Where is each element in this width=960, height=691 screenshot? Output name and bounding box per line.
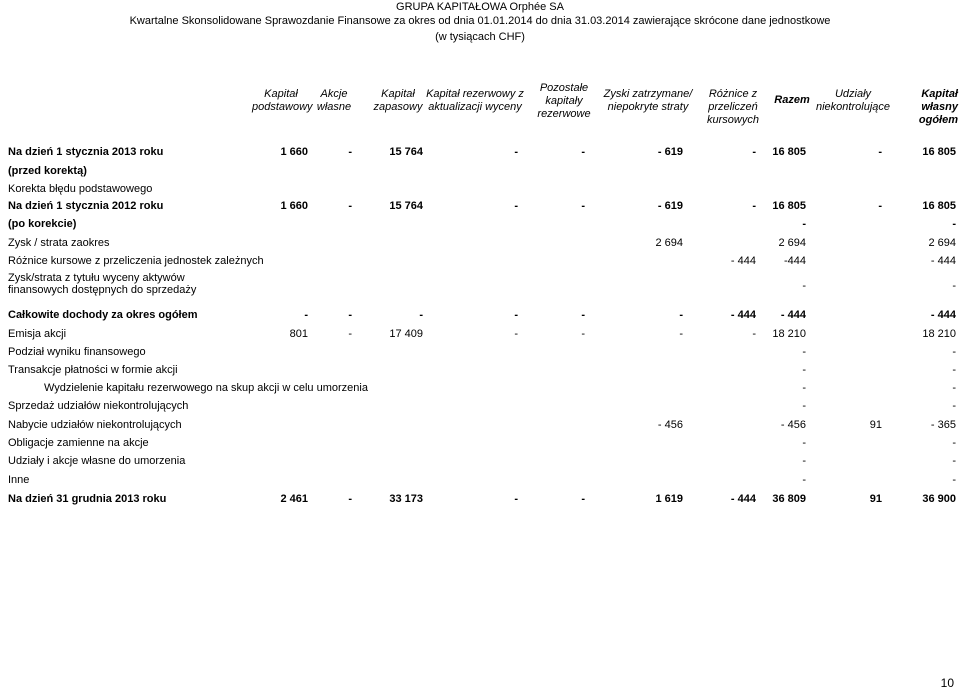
cell-value: - (348, 493, 352, 505)
cell-value: - (514, 146, 518, 158)
cell-value: - (514, 200, 518, 212)
column-header: Pozostałe kapitały rezerwowe (537, 82, 591, 120)
cell-value: 2 461 (280, 493, 308, 505)
cell-value: - (802, 382, 806, 394)
column-header: Kapitał podstawowy (252, 88, 313, 113)
row-label: Na dzień 1 stycznia 2012 roku (8, 200, 164, 212)
cell-value: - (419, 309, 423, 321)
cell-value: - (581, 328, 585, 340)
cell-value: - (752, 200, 756, 212)
row-label: Podział wyniku finansowego (8, 346, 146, 358)
cell-value: 1 660 (280, 146, 308, 158)
cell-value: 15 764 (389, 200, 423, 212)
cell-value: - (679, 309, 683, 321)
report-title: Kwartalne Skonsolidowane Sprawozdanie Finansowe za okres od dnia 01.01.2014 do dnia 31.03.2014 zawierające skrócone dane jednostkowe (129, 15, 831, 27)
row-label: Na dzień 1 stycznia 2013 roku (8, 146, 164, 158)
table-row (8, 326, 958, 342)
table-row (8, 435, 958, 451)
table-row (8, 163, 958, 179)
column-header: Udziały niekontrolujące (816, 88, 890, 113)
cell-value: 801 (289, 328, 308, 340)
cell-value: - (348, 200, 352, 212)
row-label: Transakcje płatności w formie akcji (8, 364, 178, 376)
cell-value: 91 (869, 419, 882, 431)
row-label: Różnice kursowe z przeliczenia jednostek zależnych (8, 255, 264, 267)
cell-value: 33 173 (389, 493, 423, 505)
table-row (8, 344, 958, 360)
row-label: Zysk / strata zaokres (8, 237, 110, 249)
cell-value: - (752, 328, 756, 340)
cell-value: 2 694 (928, 237, 956, 249)
cell-value: - (802, 218, 806, 230)
table-row (8, 491, 958, 507)
cell-value: - 444 (930, 255, 956, 267)
cell-value: 17 409 (389, 328, 423, 340)
cell-value: 1 619 (655, 493, 683, 505)
cell-value: - 444 (780, 309, 806, 321)
cell-value: - (802, 400, 806, 412)
row-label: Na dzień 31 grudnia 2013 roku (8, 493, 167, 505)
cell-value: - (304, 309, 308, 321)
table-row (8, 307, 958, 323)
cell-value: - 619 (657, 146, 683, 158)
row-label: Inne (8, 474, 30, 486)
row-label: Korekta błędu podstawowego (8, 183, 153, 195)
cell-value: 2 694 (655, 237, 683, 249)
column-header: Zyski zatrzymane/ niepokryte straty (603, 88, 693, 113)
cell-value: 16 805 (922, 200, 956, 212)
cell-value: 16 805 (922, 146, 956, 158)
cell-value: - (581, 493, 585, 505)
cell-value: - (752, 146, 756, 158)
cell-value: - (348, 309, 352, 321)
cell-value: - 444 (730, 255, 756, 267)
cell-value: - (581, 146, 585, 158)
row-label: Obligacje zamienne na akcje (8, 437, 149, 449)
table-row (8, 253, 958, 269)
cell-value: - (952, 218, 956, 230)
table-row (8, 398, 958, 414)
currency-note: (w tysiącach CHF) (435, 31, 525, 43)
page-number: 10 (940, 676, 954, 690)
cell-value: - 365 (930, 419, 956, 431)
row-label: (przed korektą) (8, 165, 87, 177)
cell-value: - 456 (657, 419, 683, 431)
column-header: Kapitał własny ogółem (918, 88, 958, 126)
row-label: Wydzielenie kapitału rezerwowego na skup akcji w celu umorzenia (44, 382, 368, 394)
cell-value: - (802, 455, 806, 467)
cell-value: - (514, 309, 518, 321)
column-header: Akcje własne (316, 88, 352, 113)
column-header: Kapitał rezerwowy z aktualizacji wyceny (426, 88, 524, 113)
table-row (8, 216, 958, 232)
table-row (8, 181, 958, 197)
cell-value: 36 809 (772, 493, 806, 505)
cell-value: 16 805 (772, 146, 806, 158)
table-row (8, 272, 958, 298)
cell-value: -444 (783, 255, 806, 267)
cell-value: - (802, 346, 806, 358)
row-label: Całkowite dochody za okres ogółem (8, 309, 198, 321)
cell-value: - (348, 146, 352, 158)
table-row (8, 472, 958, 488)
table-row (8, 198, 958, 214)
company-name: GRUPA KAPITAŁOWA Orphée SA (396, 1, 564, 13)
cell-value: - 456 (780, 419, 806, 431)
table-row (8, 380, 958, 396)
cell-value: - (952, 382, 956, 394)
cell-value: - (952, 474, 956, 486)
cell-value: - (679, 328, 683, 340)
row-label: Zysk/strata z tytułu wyceny aktywów finansowych dostępnych do sprzedaży (8, 272, 197, 296)
cell-value: - (802, 280, 806, 292)
cell-value: - 444 (730, 309, 756, 321)
cell-value: 16 805 (772, 200, 806, 212)
cell-value: - 444 (730, 493, 756, 505)
table-row (8, 362, 958, 378)
cell-value: - 444 (930, 309, 956, 321)
cell-value: - (514, 493, 518, 505)
cell-value: 1 660 (280, 200, 308, 212)
table-row (8, 417, 958, 433)
cell-value: - (581, 309, 585, 321)
cell-value: 18 210 (922, 328, 956, 340)
table-row (8, 235, 958, 251)
cell-value: - (802, 437, 806, 449)
column-header: Kapitał zapasowy (373, 88, 423, 113)
cell-value: - (348, 328, 352, 340)
row-label: Emisja akcji (8, 328, 67, 340)
cell-value: - 619 (657, 200, 683, 212)
cell-value: - (878, 146, 882, 158)
cell-value: - (952, 346, 956, 358)
table-row (8, 453, 958, 469)
cell-value: - (802, 364, 806, 376)
row-label: (po korekcie) (8, 218, 77, 230)
cell-value: 91 (869, 493, 882, 505)
cell-value: - (952, 455, 956, 467)
cell-value: 2 694 (778, 237, 806, 249)
cell-value: - (952, 400, 956, 412)
cell-value: - (952, 364, 956, 376)
row-label: Nabycie udziałów niekontrolujących (8, 419, 182, 431)
cell-value: 18 210 (772, 328, 806, 340)
column-header: Razem (774, 94, 810, 106)
cell-value: - (878, 200, 882, 212)
column-header: Różnice z przeliczeń kursowych (707, 88, 759, 126)
cell-value: - (802, 474, 806, 486)
row-label: Sprzedaż udziałów niekontrolujących (8, 400, 189, 412)
table-row (8, 144, 958, 160)
row-label: Udziały i akcje własne do umorzenia (8, 455, 186, 467)
cell-value: 36 900 (922, 493, 956, 505)
cell-value: - (581, 200, 585, 212)
cell-value: - (952, 437, 956, 449)
cell-value: 15 764 (389, 146, 423, 158)
cell-value: - (514, 328, 518, 340)
cell-value: - (952, 280, 956, 292)
